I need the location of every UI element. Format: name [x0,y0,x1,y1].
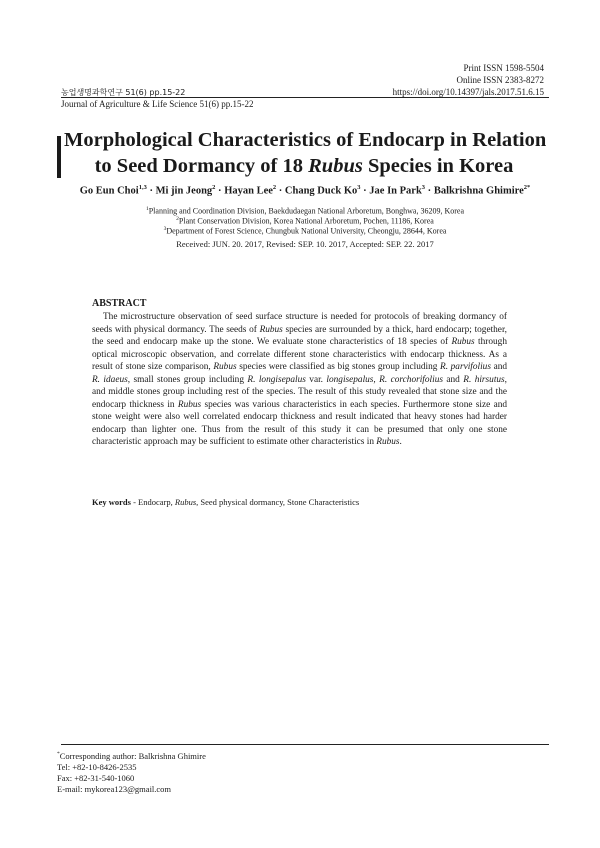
author-name: Jae In Park [369,185,422,197]
header-rule [61,97,549,98]
footnote-rule [61,744,549,745]
author-affil-sup: 3 [421,184,426,191]
abstract-text: through optical microscopic observation, and correlate different stone characteristics with endocarp thickness. As a result of stone size comparison, [92,337,507,372]
abstract-italic-term: Rubus [177,399,202,410]
abstract-text: , and middle stones group including rest of the species. The result of this study revealed that stone size and the endocarp thickness in [92,374,507,410]
keywords: Key words - Endocarp, Rubus, Seed physical dormancy, Stone Characteristics [92,497,360,507]
author-name: Mi jin Jeong [155,185,213,197]
abstract-italic-term: R. longisepalus [247,374,306,385]
abstract-text: , small stones group including [127,374,248,385]
author-separator: · [276,185,285,197]
telephone: Tel: +82-10-8426-2535 [57,761,137,772]
author-separator: · [425,185,434,197]
fax: Fax: +82-31-540-1060 [57,772,135,783]
online-issn: Online ISSN 2383-8272 [456,75,544,85]
abstract-text: species was various characteristics in each species. Furthermore stone size and stone weight were also well correlated endocarp thickness and result indicated that heavy stones had harder endocarp than lighter one. Thus from the result of this study it can be presumed that only one stone characteristic approach may be sufficient to estimate other characteristics in [92,399,507,447]
email[interactable]: E-mail: mykorea123@gmail.com [57,783,172,794]
title-line-1: Morphological Characteristics of Endocarp in Relation [64,129,547,151]
abstract-italic-term: Rubus [376,437,400,447]
abstract-italic-term: R. idaeus [92,374,128,385]
abstract-italic-term: R. hirsutus [463,374,505,385]
affiliation-1: $^1$Planning and Coordination Division, Baekdudaegan National Arboretum, Bonghwa, 36209, Korea [145,206,465,216]
abstract-text: species are surrounded by a thick, hard endocarp; together, the seed and endocarp make up the stone. We evaluate stone characteristics of 18 species of [92,324,507,347]
abstract-italic-term: Rubus [259,324,283,335]
abstract-italic-term: Rubus [451,337,475,347]
author-affil-sup: 1,3 [138,184,147,191]
author-affil-sup: 3 [357,184,361,191]
author-separator: · [215,185,225,197]
affiliation-2: $^2$Plant Conservation Division, Korea National Arboretum, Pochen, 11186, Korea [176,216,434,226]
print-issn: Print ISSN 1598-5504 [463,63,544,73]
received-dates: Received: JUN. 20. 2017, Revised: SEP. 10. 2017, Accepted: SEP. 22. 2017 [176,239,434,249]
abstract-heading: ABSTRACT [92,298,147,309]
abstract-text: . [399,437,402,447]
english-journal-ref: Journal of Agriculture & Life Science 51(6) pp.15-22 [61,99,254,109]
abstract-text: and [490,362,508,372]
author-name: Chang Duck Ko [284,185,358,197]
affiliation-3: $^3$Department of Forest Science, Chungbuk National University, Cheongju, 28644, Korea [163,226,447,236]
title-line-2: to Seed Dormancy of 18 Rubus Species in Korea [94,155,514,177]
author-affil-sup: 2 [212,184,216,191]
abstract-text: species were classified as big stones group including [236,362,441,372]
title-accent-bar [57,136,61,178]
abstract-body [92,311,507,449]
abstract-text: var. [305,374,327,385]
author-list [60,184,550,197]
corresponding-author: *Corresponding author: Balkrishna Ghimire [57,750,206,761]
author-separator: · [146,185,156,197]
author-name: Go Eun Choi [79,185,139,197]
abstract-italic-term: longisepalus, R. corchorifolius [326,374,443,385]
korean-journal-ref: 농업생명과학연구 51(6) pp.15-22 [61,88,186,97]
abstract-italic-term: Rubus [213,362,237,372]
author-name: Hayan Lee [224,185,273,197]
author-affil-sup: 2 [272,184,277,191]
abstract-italic-term: R. parvifolius [440,362,491,372]
author-affil-sup: 2* [523,184,531,191]
author-name: Balkrishna Ghimire [433,185,524,197]
author-separator: · [360,185,370,197]
footnote [57,749,206,795]
doi-link[interactable]: https://doi.org/10.14397/jals.2017.51.6.15 [392,87,544,97]
abstract-text: and [442,374,464,385]
abstract-text: The microstructure observation of seed surface structure is needed for protocols of breaking dormancy of seeds with physical dormancy. The seeds of [92,312,507,335]
